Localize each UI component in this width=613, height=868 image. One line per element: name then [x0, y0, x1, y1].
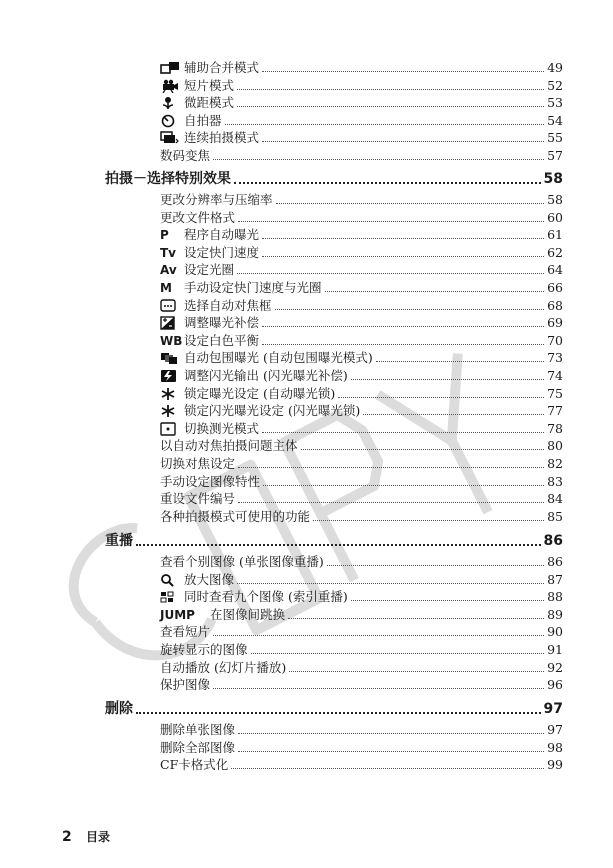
toc-entry-page: 88 [547, 589, 563, 605]
toc-entry[interactable] [160, 262, 563, 277]
footer-page-number: 2 [62, 829, 72, 845]
toc-entry-page: 83 [547, 473, 563, 489]
toc-entry-page: 62 [547, 244, 563, 260]
toc-entry[interactable] [160, 210, 563, 225]
mode-label-icon: Tv [160, 245, 177, 260]
toc-entry-title: 手动设定快门速度与光圈 [184, 280, 322, 295]
toc-entry-page: 98 [547, 739, 563, 755]
dot-leader [238, 501, 544, 503]
toc-entry-title: 辅助合并模式 [184, 60, 260, 75]
dot-leader [289, 670, 544, 672]
toc-entry[interactable] [160, 403, 563, 418]
toc-entry-title: 设定快门速度 [184, 244, 260, 260]
dot-leader [288, 617, 544, 619]
dot-leader [225, 123, 544, 125]
toc-entry[interactable] [160, 554, 563, 569]
dot-leader [237, 88, 544, 90]
section-title: 重播 [105, 533, 133, 549]
toc-entry[interactable] [160, 280, 563, 295]
toc-entry-title: 切换对焦设定 [160, 456, 236, 471]
dot-leader [301, 448, 544, 450]
toc-entry-title: 设定光圈 [184, 262, 235, 278]
mode-label-icon: JUMP [160, 607, 195, 622]
dot-leader [136, 543, 541, 546]
toc-entry[interactable] [160, 624, 563, 639]
dot-leader [262, 255, 544, 257]
dot-leader [275, 308, 544, 310]
section-page: 97 [543, 701, 563, 717]
toc-entry[interactable] [160, 333, 563, 348]
dot-leader [262, 325, 544, 327]
toc-entry-title: 数码变焦 [160, 148, 211, 163]
dot-leader [276, 202, 544, 204]
section-page: 86 [543, 533, 563, 549]
toc-entry-title: 各种拍摄模式可使用的功能 [160, 508, 311, 524]
toc-entry-page: 96 [547, 677, 563, 693]
section-page: 58 [543, 171, 563, 187]
footer-label: 目录 [85, 830, 110, 844]
dot-leader [237, 582, 544, 584]
toc-entry-page: 68 [547, 297, 563, 313]
toc-entry[interactable] [160, 677, 563, 692]
toc-entry-page: 78 [547, 420, 563, 436]
toc-entry-title: 查看个别图像 (单张图像重播) [160, 554, 324, 569]
toc-entry-title: 更改分辨率与压缩率 [160, 192, 273, 207]
toc-entry-title: 旋转显示的图像 [160, 642, 248, 657]
toc-entry[interactable] [160, 227, 563, 242]
toc-entry[interactable] [160, 509, 563, 524]
toc-entry-title: 重设文件编号 [160, 491, 236, 507]
toc-entry-title: 短片模式 [184, 77, 235, 93]
toc-entry[interactable] [160, 113, 563, 128]
toc-entry[interactable] [160, 245, 563, 260]
toc-entry-page: 57 [547, 148, 563, 163]
toc-entry-page: 97 [547, 722, 563, 737]
dot-leader [238, 732, 544, 734]
section-heading[interactable] [105, 700, 563, 718]
movie-icon [160, 79, 184, 93]
dot-leader [363, 413, 544, 415]
toc-entry-page: 87 [547, 571, 563, 587]
toc-entry[interactable] [160, 456, 563, 471]
toc-entry-title: 保护图像 [160, 677, 211, 693]
toc-entry-title: 锁定曝光设定 (自动曝光锁) [184, 385, 336, 401]
flash-output-icon [160, 369, 184, 383]
af-frame-icon [160, 299, 184, 313]
dot-leader [338, 396, 544, 398]
dot-leader [376, 360, 544, 362]
dot-leader [213, 634, 544, 636]
toc-entry-title: 调整曝光补偿 [184, 315, 260, 331]
dot-leader [327, 564, 544, 566]
dot-leader [213, 158, 544, 160]
toc-entry-page: 80 [547, 438, 563, 454]
dot-leader [231, 767, 544, 769]
toc-entry-title: 切换测光模式 [184, 420, 260, 436]
toc-entry-page: 99 [547, 757, 563, 773]
toc-entry-page: 64 [547, 262, 563, 278]
toc-entry-page: 54 [547, 112, 563, 128]
magnify-icon [160, 573, 184, 587]
section-title: 删除 [105, 701, 133, 717]
toc-entry-title: 连续拍摄模式 [184, 130, 260, 146]
toc-entry-title: CF卡格式化 [160, 757, 229, 773]
toc-entry-page: 73 [547, 350, 563, 366]
dot-leader [237, 105, 544, 107]
toc-entry[interactable] [160, 95, 563, 110]
dot-leader [234, 181, 541, 184]
metering-icon [160, 422, 184, 436]
toc-entry[interactable] [160, 192, 563, 207]
toc-entry[interactable] [160, 722, 563, 737]
toc-entry-title: 查看短片 [160, 624, 211, 640]
toc-entry-page: 70 [547, 332, 563, 348]
toc-entry-title: 更改文件格式 [160, 209, 236, 225]
continuous-icon [160, 131, 184, 145]
toc-entry[interactable] [160, 474, 563, 489]
toc-entry[interactable] [160, 148, 563, 163]
dot-leader [313, 519, 544, 521]
dot-leader [262, 237, 544, 239]
toc-entry[interactable] [160, 438, 563, 453]
toc-entry-page: 86 [547, 554, 563, 569]
toc-entry[interactable] [160, 491, 563, 506]
toc-entry[interactable] [160, 572, 563, 587]
stitch-assist-icon [160, 61, 184, 75]
toc-entry-page: 92 [547, 659, 563, 675]
toc-entry-title: 自拍器 [184, 112, 222, 128]
toc-entry[interactable] [160, 298, 563, 313]
toc-entry[interactable] [160, 315, 563, 330]
toc-entry-title: 设定白色平衡 [184, 332, 260, 348]
toc-entry-page: 77 [547, 403, 563, 419]
toc-entry-title: 手动设定图像特性 [160, 473, 261, 489]
toc-entry-title: 锁定闪光曝光设定 (闪光曝光锁) [184, 403, 361, 419]
toc-entry[interactable] [160, 660, 563, 675]
toc-entry[interactable] [160, 421, 563, 436]
dot-leader [213, 687, 544, 689]
dot-leader [263, 484, 544, 486]
toc-entry-page: 74 [547, 368, 563, 383]
self-timer-icon [160, 114, 184, 128]
toc-entry-page: 90 [547, 624, 563, 640]
exposure-comp-icon [160, 316, 184, 330]
toc-entry[interactable] [160, 607, 563, 622]
toc-entry-page: 55 [547, 130, 563, 146]
mode-label-icon: P [160, 228, 169, 243]
toc-entry-page: 91 [547, 642, 563, 657]
toc-entry-title: 自动包围曝光 (自动包围曝光模式) [184, 350, 373, 366]
toc-entry-title: 调整闪光输出 (闪光曝光补偿) [184, 368, 348, 383]
toc-entry-title: 删除全部图像 [160, 739, 236, 755]
dot-leader [325, 290, 544, 292]
toc-entry[interactable] [160, 589, 563, 604]
section-title: 拍摄－选择特别效果 [105, 171, 231, 187]
dot-leader [262, 431, 544, 433]
toc-entry[interactable] [160, 740, 563, 755]
toc-entry-title: 微距模式 [184, 95, 235, 111]
mode-label-icon: WB [160, 333, 183, 348]
section-heading[interactable] [105, 532, 563, 550]
toc-entry-page: 84 [547, 491, 563, 507]
toc-entry[interactable] [160, 130, 563, 145]
toc-entry-title: 自动播放 (幻灯片播放) [160, 659, 287, 675]
index-icon [160, 590, 184, 604]
dot-leader [262, 140, 544, 142]
toc-entry-title: 同时查看九个图像 (索引重播) [184, 589, 348, 605]
toc-entry-page: 60 [547, 209, 563, 225]
dot-leader [238, 750, 544, 752]
toc-entry[interactable] [160, 757, 563, 772]
toc-entry-page: 58 [547, 192, 563, 207]
dot-leader [251, 652, 544, 654]
dot-leader [136, 711, 541, 714]
toc-entry-page: 85 [547, 508, 563, 524]
dot-leader [351, 378, 544, 380]
toc-entry-title: 放大图像 [184, 571, 235, 587]
toc-entry-page: 66 [547, 280, 563, 295]
toc-entry-page: 52 [547, 77, 563, 93]
toc-entry[interactable] [160, 368, 563, 383]
toc-entry-title: 删除单张图像 [160, 722, 236, 737]
toc-entry-title: 在图像间跳换 [210, 606, 286, 622]
toc-entry-page: 61 [547, 227, 563, 243]
dot-leader [351, 599, 544, 601]
toc-entry-page: 82 [547, 456, 563, 471]
toc-entry-page: 69 [547, 315, 563, 331]
toc-entry-title: 程序自动曝光 [184, 227, 260, 243]
dot-leader [237, 272, 544, 274]
mode-label-icon: Av [160, 263, 177, 278]
toc-entry-page: 75 [547, 385, 563, 401]
ae-lock-icon [160, 387, 184, 401]
section-heading[interactable] [105, 170, 563, 188]
toc-entry[interactable] [160, 60, 563, 75]
toc-entry-page: 49 [547, 60, 563, 75]
page-footer [62, 828, 110, 845]
toc-entry[interactable] [160, 350, 563, 365]
toc-entry-page: 89 [547, 606, 563, 622]
toc-entry[interactable] [160, 78, 563, 93]
toc-entry-title: 选择自动对焦框 [184, 297, 272, 313]
toc-entry[interactable] [160, 642, 563, 657]
toc-entry[interactable] [160, 386, 563, 401]
dot-leader [238, 466, 544, 468]
dot-leader [262, 343, 544, 345]
toc-entry-title: 以自动对焦拍摄问题主体 [160, 438, 298, 454]
fe-lock-icon [160, 404, 184, 418]
toc-entry-page: 53 [547, 95, 563, 111]
dot-leader [262, 70, 544, 72]
bracketing-icon [160, 351, 184, 365]
mode-label-icon: M [160, 281, 172, 295]
macro-icon [160, 96, 184, 110]
dot-leader [238, 220, 544, 222]
